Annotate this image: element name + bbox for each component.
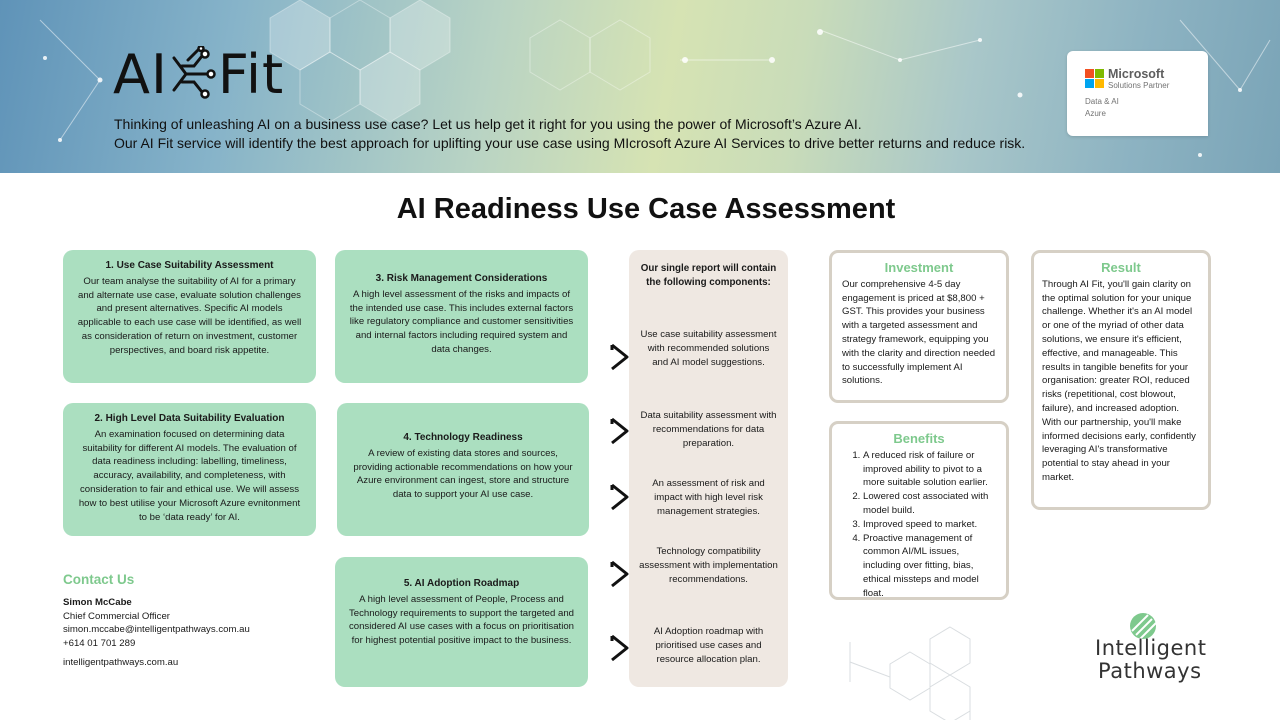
report-components-panel <box>629 250 788 687</box>
contact-email-link[interactable]: simon.mccabe@intelligentpathways.com.au <box>63 624 250 636</box>
badge-name: Microsoft <box>1108 67 1165 81</box>
card-data-suitability <box>63 403 316 536</box>
report-item: An assessment of risk and impact with high level risk management strategies. <box>652 478 765 517</box>
card-body: A review of existing data stores and sources, providing actionable recommendations on how your Azure environment can ingest, store and structure data to support your AI use case. <box>353 447 573 501</box>
contact-heading: Contact Us <box>63 572 135 587</box>
badge-subtitle: Solutions Partner <box>1108 81 1170 90</box>
hexagon-network-decoration <box>845 622 1025 720</box>
result-heading: Result <box>1101 260 1141 275</box>
investment-body: Our comprehensive 4-5 day engagement is priced at $8,800 + GST. This provides your business with a targeted assessment and strategy framework, equipping you with the clarity and direction needed to successfully implement AI solutions. <box>842 278 996 387</box>
benefits-box <box>829 421 1009 600</box>
intro-line-2: Our AI Fit service will identify the best approach for uplifting your use case using MIcrosoft Azure AI Services to drive better returns and reduce risk. <box>114 135 1026 151</box>
card-ai-adoption-roadmap <box>335 557 588 687</box>
benefits-list <box>840 449 998 601</box>
page-title: AI Readiness Use Case Assessment <box>396 193 896 225</box>
card-heading: 1. Use Case Suitability Assessment <box>105 260 274 271</box>
microsoft-logo-icon <box>1085 69 1103 87</box>
report-item: Use case suitability assessment with recommended solutions and AI model suggestions. <box>640 329 777 368</box>
card-technology-readiness <box>337 403 589 536</box>
microsoft-partner-badge <box>1067 51 1208 136</box>
card-body: An examination focused on determining data suitability for different AI models. The evaluation of data readiness including: labelling, timeliness, accuracy, availability, and completeness, with consideration to fair and ethical use. We will assess how to best utilise your Microsoft Azure evnitonment to be ‘data ready’ for AI. <box>78 428 301 523</box>
card-body: Our team analyse the suitability of AI for a primary and alternate use case, evaluate solution challenges and present alternatives. Specific AI models applicable to each use case will be identified, as well as consideration of return on investment, customer perspectives, and board risk appetite. <box>77 275 302 356</box>
contact-role: Chief Commercial Officer <box>63 610 170 622</box>
logo-text-fit: Fit <box>217 42 285 106</box>
result-body: Through AI Fit, you'll gain clarity on the optimal solution for your unique challenge. Whether it's an AI model or one of the myriad of other data solutions, we ensure it's efficient, effective, and manageable. This results in tangible benefits for your organisation: greater ROI, reduced risks (repetitional, cost blowout, failure), and increased adoption. With our partnership, you'll make informed decisions early, confidently leveraging AI's transformative potential to stay ahead in your market. <box>1042 278 1196 483</box>
footer-logo-line-1: Intelligent <box>1095 636 1207 660</box>
card-use-case-suitability <box>63 250 316 383</box>
list-item: 4. Proactive management of common AI/ML issues, including over fitting, bias, ethical missteps and model float. <box>863 532 998 601</box>
list-item: 1. A reduced risk of failure or improved ability to pivot to a more suitable solution earlier. <box>863 449 998 490</box>
card-heading: 3. Risk Management Considerations <box>375 273 548 284</box>
investment-heading: Investment <box>884 260 954 275</box>
card-heading: 2. High Level Data Suitability Evaluation <box>94 413 285 424</box>
badge-line-1: Data & AI <box>1085 97 1119 106</box>
intro-line-1: Thinking of unleashing AI on a business use case? Let us help get it right for you using the power of Microsoft’s Azure AI. <box>114 116 862 132</box>
card-body: A high level assessment of the risks and impacts of the intended use case. This includes external factors like regulatory compliance and customer sensitivities and internal factors including required system and data changes. <box>349 288 574 355</box>
badge-line-2: Azure <box>1085 109 1106 118</box>
card-heading: 4. Technology Readiness <box>403 432 523 443</box>
header-banner <box>0 0 1280 173</box>
benefits-heading: Benefits <box>893 431 945 446</box>
list-item: 3. Improved speed to market. <box>863 518 998 532</box>
footer-logo-line-2: Pathways <box>1098 659 1202 683</box>
ai-fit-logo <box>113 44 284 104</box>
report-item: AI Adoption roadmap with prioritised use cases and resource allocation plan. <box>653 626 764 665</box>
report-heading: Our single report will contain the following components: <box>640 263 777 288</box>
card-body: A high level assessment of People, Process and Technology requirements to support the targeted and considered AI use cases with a focus on prioritisation for highest potential positive impact to the business. <box>348 593 575 647</box>
investment-box <box>829 250 1009 403</box>
result-box <box>1031 250 1211 510</box>
report-item: Data suitability assessment with recommendations for data preparation. <box>640 410 777 449</box>
card-heading: 5. AI Adoption Roadmap <box>403 578 520 589</box>
logo-text-ai: AI <box>113 42 168 106</box>
contact-phone: +614 01 701 289 <box>63 637 136 649</box>
report-item: Technology compatibility assessment with implementation recommendations. <box>639 546 778 585</box>
list-item: 2. Lowered cost associated with model build. <box>863 490 998 518</box>
card-risk-management <box>335 250 588 383</box>
contact-details <box>63 596 250 670</box>
intro-text <box>114 115 1025 153</box>
website-link[interactable]: intelligentpathways.com.au <box>63 657 179 669</box>
contact-name: Simon McCabe <box>63 597 132 608</box>
circuit-icon <box>170 46 216 102</box>
